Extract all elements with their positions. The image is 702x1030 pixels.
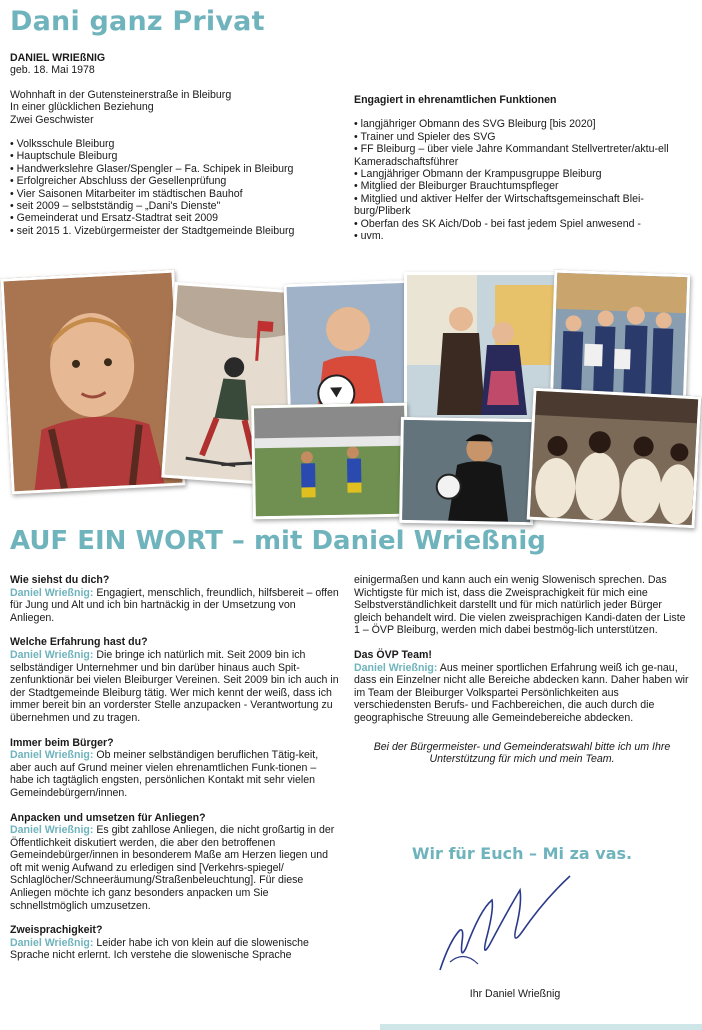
photo-football-match bbox=[251, 403, 409, 520]
question-heading: Das ÖVP Team! bbox=[354, 648, 432, 661]
speaker-label: Daniel Wrießnig: bbox=[10, 749, 94, 762]
question-heading: Anpacken und umsetzen für Anliegen? bbox=[10, 811, 206, 824]
answer-body: Ob meiner selbständigen beruflichen Tätig-keit, aber auch auf Grund meiner vielen ehrenamtlichen Funk-tionen – habe ich tagtäglich engsten, persönlichen Kontakt mit sehr vielen Gemeindebürgern/innen. bbox=[10, 749, 319, 799]
question-heading: Wie siehst du dich? bbox=[10, 574, 110, 586]
answer-text bbox=[10, 937, 340, 962]
page-title: Dani ganz Privat bbox=[10, 6, 265, 37]
speaker-label: Daniel Wrießnig: bbox=[10, 936, 94, 949]
photo-childhood-portrait bbox=[0, 270, 185, 495]
list-item: • uvm. bbox=[354, 230, 690, 242]
answer-body: Leider habe ich von klein auf die slowenische Sprache nicht erlernt. Ich verstehe die slowenische Sprache bbox=[10, 936, 309, 962]
list-item: • seit 2015 1. Vizebürgermeister der Stadtgemeinde Bleiburg bbox=[10, 225, 340, 237]
list-item: • seit 2009 – selbstständig – „Dani's Dienste" bbox=[10, 200, 340, 212]
photo-krampus-group bbox=[527, 388, 702, 529]
volunteer-column bbox=[354, 94, 690, 242]
photo-collage bbox=[0, 268, 702, 524]
question-heading: Welche Erfahrung hast du? bbox=[10, 636, 148, 649]
volunteer-heading: Engagiert in ehrenamtlichen Funktionen bbox=[354, 94, 557, 106]
list-item: • Gemeinderat und Ersatz-Stadtrat seit 2009 bbox=[10, 212, 340, 224]
list-item: • Hauptschule Bleiburg bbox=[10, 150, 340, 162]
speaker-label: Daniel Wrießnig: bbox=[354, 661, 438, 674]
answer-text bbox=[10, 824, 340, 912]
bottom-accent-bar bbox=[380, 1024, 702, 1030]
list-item: • Trainer und Spieler des SVG bbox=[354, 131, 690, 143]
answer-text bbox=[10, 649, 340, 725]
answer-body: Es gibt zahllose Anliegen, die nicht großartig in der Öffentlichkeit diskutiert werden, die aber den betroffenen Gemeindebürger/innen in besonderem Maße am Herzen liegen und oft mit wenig Aufwand zu erledigen sind [Verkehrs-spiegel/ Schlaglöcher/Schneeräumung/Straßenbeleuchtung]. Für diese Anliegen möchte ich ganz besonders anpacken um Sie schnellstmöglich umzusetzen. bbox=[10, 824, 335, 912]
answer-body: Aus meiner sportlichen Erfahrung weiß ich ge-nau, dass ein Einzelner nicht alle Bereiche abdecken kann. Daher haben wir im Team der Bleiburger Volkspartei Persönlichkeiten aus verschiedensten Berufs- und Fachbereichen, die auch durch die geographische Streuung alle Gemeindebereiche abdecken. bbox=[354, 661, 689, 724]
question-heading: Immer beim Bürger? bbox=[10, 736, 114, 749]
list-item: • Mitglied und aktiver Helfer der Wirtschaftsgemeinschaft Blei-burg/Pliberk bbox=[354, 193, 690, 218]
list-item: • FF Bleiburg – über viele Jahre Kommandant Stellvertreter/aktu-ell Kameradschaftsführer bbox=[354, 143, 690, 168]
slogan: Wir für Euch – Mi za vas. bbox=[411, 844, 633, 863]
speaker-label: Daniel Wrießnig: bbox=[10, 586, 94, 599]
siblings-line: Zwei Geschwister bbox=[10, 113, 94, 126]
profile-name: DANIEL WRIEßNIG bbox=[10, 52, 106, 64]
list-item: • Vier Saisonen Mitarbeiter im städtischen Bauhof bbox=[10, 188, 340, 200]
sign-off: Ihr Daniel Wrießnig bbox=[469, 988, 561, 1000]
closing-appeal: Bei der Bürgermeister- und Gemeinderatswahl bitte ich um Ihre Unterstützung für mich und mein Team. bbox=[373, 740, 671, 766]
list-item: • Oberfan des SK Aich/Dob - bei fast jedem Spiel anwesend - bbox=[354, 218, 690, 230]
answer-body: Die bringe ich natürlich mit. Seit 2009 bin ich selbständiger Unternehmer und bin darüber hinaus auch Spit-zenfunktionär bei vielen Bleiburger Vereinen. Seit 2009 bin ich auch in der Stadtgemeinde Bleiburg tätig. Wer mich kennt der weiß, dass ich immer bereit bin an vorderster Stelle anzupacken - Verantwortung zu übernehmen und zu tragen. bbox=[10, 648, 339, 724]
photo-man-with-ball bbox=[399, 417, 535, 525]
relationship-line: In einer glücklichen Beziehung bbox=[10, 101, 154, 114]
list-item: • Volksschule Bleiburg bbox=[10, 138, 340, 150]
list-item: • Erfolgreicher Abschluss der Gesellenprüfung bbox=[10, 175, 340, 187]
answer-text bbox=[10, 749, 340, 799]
section-title: AUF EIN WORT – mit Daniel Wrießnig bbox=[10, 526, 546, 556]
question-heading: Zweisprachigkeit? bbox=[10, 924, 103, 937]
answer-text bbox=[10, 587, 340, 625]
profile-born: geb. 18. Mai 1978 bbox=[10, 64, 95, 77]
signature-icon bbox=[420, 870, 610, 980]
speaker-label: Daniel Wrießnig: bbox=[10, 824, 94, 837]
list-item: • langjähriger Obmann des SVG Bleiburg [bis 2020] bbox=[354, 118, 690, 130]
list-item: • Mitglied der Bleiburger Brauchtumspfleger bbox=[354, 180, 690, 192]
career-list bbox=[10, 138, 340, 237]
volunteer-list bbox=[354, 118, 690, 242]
answer-text bbox=[354, 662, 690, 725]
list-item: • Langjähriger Obmann der Krampusgruppe Bleiburg bbox=[354, 168, 690, 180]
answer-body: Engagiert, menschlich, freundlich, hilfsbereit – offen für Jung und Alt und ich bin hartnäckig in der Umsetzung von Anliegen. bbox=[10, 586, 339, 624]
interview-left-column bbox=[10, 574, 340, 962]
profile-column bbox=[10, 52, 340, 237]
residence-line: Wohnhaft in der Gutensteinerstraße in Bleiburg bbox=[10, 88, 232, 101]
interview-right-column bbox=[354, 574, 690, 766]
list-item: • Handwerkslehre Glaser/Spengler – Fa. Schipek in Bleiburg bbox=[10, 163, 340, 175]
speaker-label: Daniel Wrießnig: bbox=[10, 648, 94, 661]
continuation-text: einigermaßen und kann auch ein wenig Slowenisch sprechen. Das Wichtigste für mich ist, dass die Zweisprachigkeit für mich eine Selbstverständlichkeit darstellt und für mich natürlich jeder Bürger gleich behandelt wird. Die vielen zweisprachigen Kandi-daten der Liste 1 – ÖVP Bleiburg, werden mich dabei bestmög-lich unterstützen. bbox=[354, 574, 686, 637]
